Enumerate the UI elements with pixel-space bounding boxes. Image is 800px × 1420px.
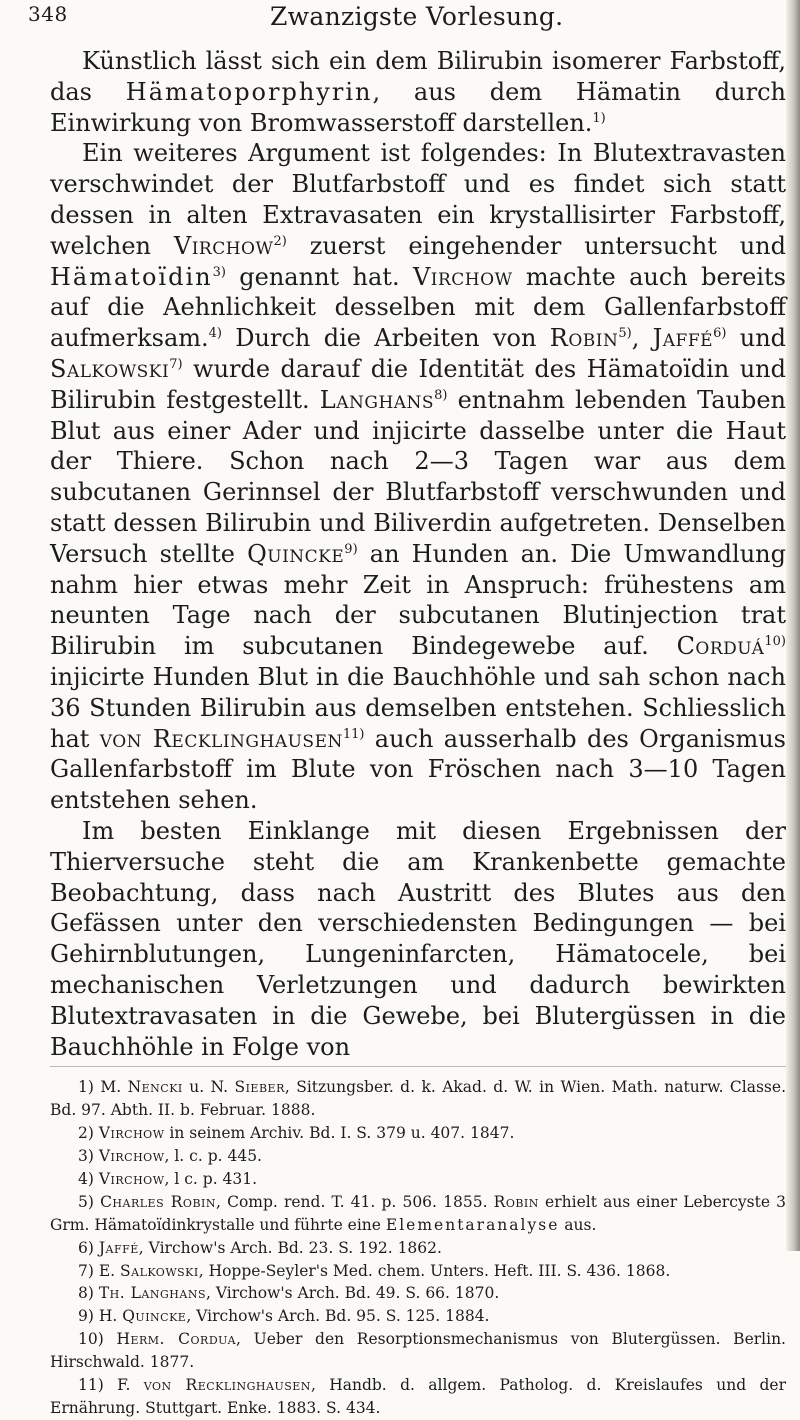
footnote: 2) Virchow in seinem Archiv. Bd. I. S. 379 u. 407. 1847.	[78, 1124, 515, 1143]
footnote-ref: 10)	[764, 634, 786, 650]
paragraph: Künstlich lässt sich ein dem Bilirubin isomerer Farbstoff, das Hämatoporphyrin, aus dem Hämatin durch Einwirkung von Bromwasserstoff darstellen.$^{1)}$	[50, 47, 786, 137]
footnote: 3) Virchow, l. c. p. 445.	[78, 1147, 262, 1166]
paragraph: Im besten Einklange mit diesen Ergebnissen der Thierversuche steht die am Krankenbette gemachte Beobachtung, dass nach Austritt des Blutes aus den Gefässen unter den verschiedensten Bedingungen — bei Gehirnblutungen, Lungeninfarcten, Hämatocele, bei mechanischen Verletzungen und dadurch bewirkten Blutextravasaten in die Gewebe, bei Blutergüssen in die Bauchhöhle in Folge von	[50, 816, 786, 1061]
term-hamatoidin: Hämatoïdin	[50, 262, 213, 291]
author-name: Salkowski	[50, 354, 170, 383]
footnote-ref: 1)	[592, 110, 606, 126]
page-number: 348	[28, 2, 68, 26]
footnote: 1) M. Nencki u. N. Sieber, Sitzungsber. d. k. Akad. d. W. in Wien. Math. naturw. Classe. Bd. 97. Abth. II. b. Februar. 1888.	[50, 1078, 786, 1120]
footnote-ref: 5)	[618, 326, 632, 342]
author-name: Corduá	[676, 632, 765, 661]
body-text	[50, 46, 786, 1062]
footnote-ref: 8)	[434, 387, 448, 403]
footnote-ref: 6)	[713, 326, 727, 342]
footnote: 7) E. Salkowski, Hoppe-Seyler's Med. chem. Unters. Heft. III. S. 436. 1868.	[78, 1261, 671, 1280]
footnote: 8) Th. Langhans, Virchow's Arch. Bd. 49. S. 66. 1870.	[78, 1284, 500, 1303]
running-title: Zwanzigste Vorlesung.	[270, 2, 564, 31]
footnote: 9) H. Quincke, Virchow's Arch. Bd. 95. S. 125. 1884.	[78, 1307, 490, 1326]
author-name: Virchow	[173, 231, 274, 260]
author-name: Robin	[549, 324, 619, 353]
footnote: 6) Jaffé, Virchow's Arch. Bd. 23. S. 192. 1862.	[78, 1238, 442, 1257]
footnote: 11) F. von Recklinghausen, Handb. d. allgem. Patholog. d. Kreislaufes und der Ernährung. Stuttgart. Enke. 1883. S. 434.	[50, 1376, 786, 1417]
author-name: Quincke	[247, 539, 345, 568]
footnote-ref: 9)	[344, 541, 358, 557]
footnote: 10) Herm. Cordua, Ueber den Resorptionsmechanismus von Blutergüssen. Berlin. Hirschwald. 1877.	[50, 1330, 786, 1372]
footnote-ref: 3)	[212, 264, 226, 280]
footnote-ref: 2)	[273, 233, 287, 249]
author-name: von Recklinghausen	[99, 724, 343, 753]
page-header	[28, 0, 786, 46]
page-edge-shadow	[786, 0, 800, 1251]
footnote-ref: 11)	[342, 726, 365, 742]
footnote-ref: 4)	[208, 326, 222, 342]
book-page	[28, 0, 787, 1420]
footnote-ref: 7)	[169, 356, 183, 372]
footnote: 5) Charles Robin, Comp. rend. T. 41. p. 506. 1855. Robin erhielt aus einer Lebercyste 3 Grm. Hämatoïdinkrystalle und führte eine Elementaranalyse aus.	[50, 1192, 787, 1234]
footnote-divider	[50, 1066, 786, 1067]
footnote: 4) Virchow, l c. p. 431.	[78, 1169, 258, 1188]
term-hamatoporphyrin: Hämatoporphyrin	[125, 77, 373, 106]
author-name: Langhans	[319, 385, 435, 414]
footnotes	[50, 1076, 786, 1420]
author-name: Virchow	[412, 262, 513, 291]
paragraph: Ein weiteres Argument ist folgendes: In Blutextravasten verschwindet der Blutfarbstoff und es findet sich statt dessen in alten Extravasaten ein krystallisirter Farbstoff, welchen Virchow$^{2)}$ zuerst eingehender untersucht und Hämatoïdin$^{3)}$ genannt hat. Virchow machte auch bereits auf die Aehnlichkeit desselben mit dem Gallenfarbstoff aufmerksam.$^{4)}$ Durch die Arbeiten von Robin$^{5)}$, Jaffé$^{6)}$ und Salkowski$^{7)}$ wurde darauf die Identität des Hämatoïdin und Bilirubin festgestellt. Langhans$^{8)}$ entnahm lebenden Tauben Blut aus einer Ader und injicirte dasselbe unter die Haut der Thiere. Schon nach 2—3 Tagen war aus dem subcutanen Gerinnsel der Blutfarbstoff verschwunden und statt dessen Bilirubin und Biliverdin aufgetreten. Denselben Versuch stellte Quincke$^{9)}$ an Hunden an. Die Umwandlung nahm hier etwas mehr Zeit in Anspruch: frühestens am neunten Tage nach der subcutanen Blutinjection trat Bilirubin im subcutanen Bindegewebe auf. Corduá$^{10)}$ injicirte Hunden Blut in die Bauchhöhle und sah schon nach 36 Stunden Bilirubin aus demselben entstehen. Schliesslich hat von Recklinghausen$^{11)}$ auch ausserhalb des Organismus Gallenfarbstoff im Blute von Fröschen nach 3—10 Tagen entstehen sehen.	[50, 139, 787, 815]
author-name: Jaffé	[652, 324, 714, 353]
